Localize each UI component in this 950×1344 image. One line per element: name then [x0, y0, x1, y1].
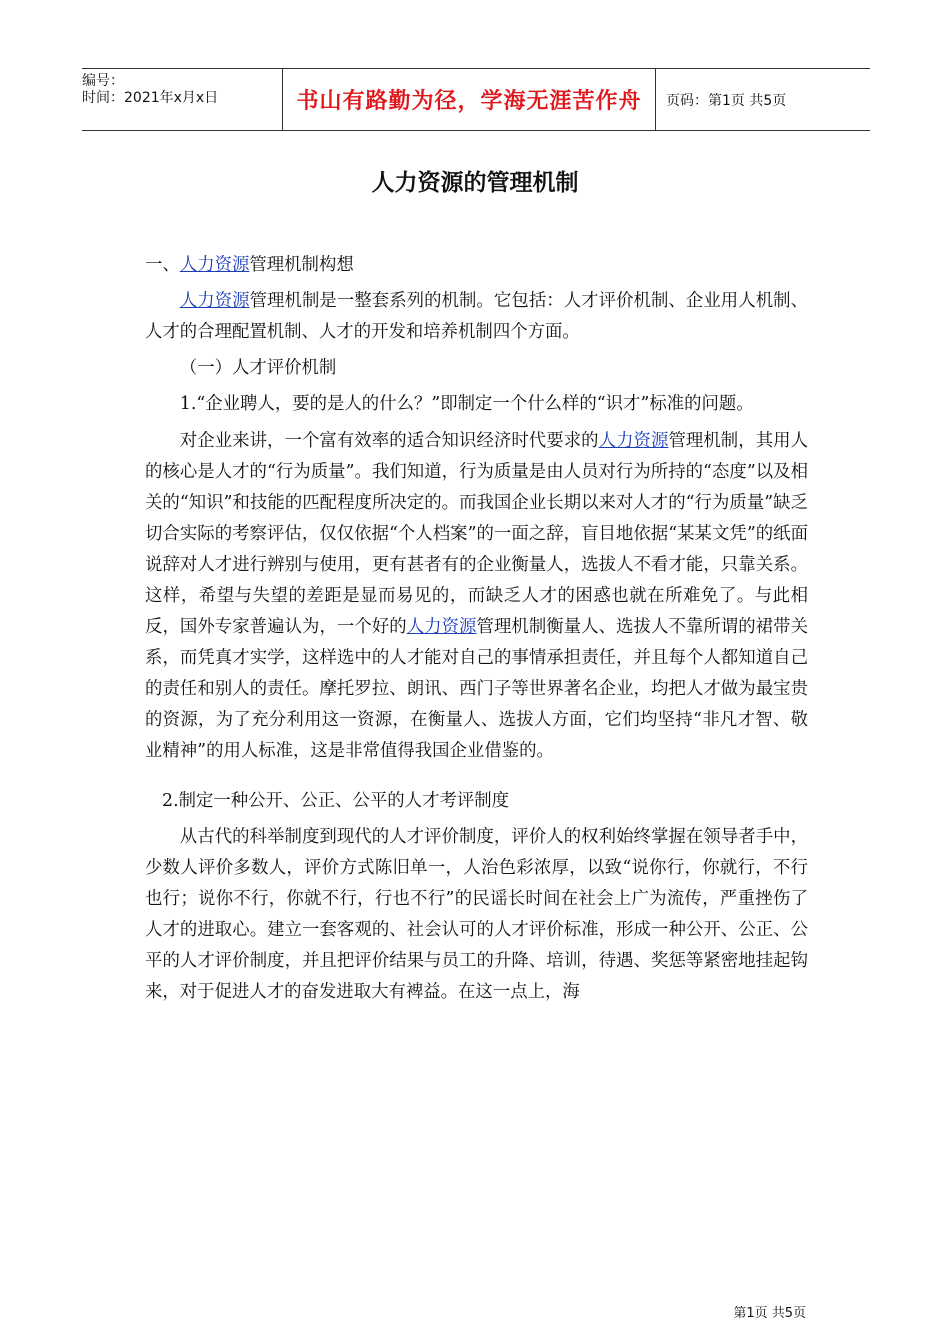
document-title: 人力资源的管理机制: [371, 170, 579, 196]
paragraph-2: [145, 426, 808, 767]
section-heading-text: 管理机制构想: [249, 255, 354, 275]
item-1: 1.“企业聘人，要的是人的什么？”即制定一个什么样的“识才”标准的问题。: [179, 394, 754, 414]
subsection-heading-1: （一）人才评价机制: [179, 358, 337, 378]
time-label: 时间：2021年x月x日: [82, 90, 219, 106]
hr-link[interactable]: 人力资源: [179, 291, 250, 311]
document-body: [145, 250, 808, 1008]
hr-link[interactable]: 人力资源: [598, 431, 669, 451]
paragraph-text: 管理机制衡量人、选拔人不靠所谓的裙带关系，而凭真才实学，这样选中的人才能对自己的事情承担责任，并且每个人都知道自己的责任和别人的责任。摩托罗拉、朗讯、西门子等世界著名企业，均把人才做为最宝贵的资源，为了充分利用这一资源，在衡量人、选拔人方面，它们均坚持“非凡才智、敬业精神”的用人标准，这是非常值得我国企业借鉴的。: [145, 617, 808, 761]
item-2: 2.制定一种公开、公正、公平的人才考评制度: [162, 791, 510, 811]
header-meta: [82, 69, 282, 130]
header-page-code: 页码：第1页 共5页: [666, 92, 787, 109]
hr-link[interactable]: 人力资源: [406, 617, 477, 637]
paragraph-text: 管理机制，其用人的核心是人才的“行为质量”。我们知道，行为质量是由人员对行为所持的“态度”以及相关的“知识”和技能的匹配程度所决定的。而我国企业长期以来对人才的“行为质量”缺乏切合实际的考察评估，仅仅依据“个人档案”的一面之辞，盲目地依据“某某文凭”的纸面说辞对人才进行辨别与使用，更有甚者有的企业衡量人，选拔人不看才能，只靠关系。这样，希望与失望的差距是显而易见的，而缺乏人才的困惑也就在所难免了。与此相反，国外专家普遍认为，一个好的: [145, 431, 808, 637]
paragraph-text: 管理机制是一整套系列的机制。它包括：人才评价机制、企业用人机制、人才的合理配置机制、人才的开发和培养机制四个方面。: [145, 291, 808, 342]
document-header: [82, 68, 870, 131]
page-footer: 第1页 共5页: [733, 1306, 806, 1321]
section-heading-1: [145, 250, 808, 281]
hr-link[interactable]: 人力资源: [179, 255, 250, 275]
paragraph-text: 对企业来讲，一个富有效率的适合知识经济时代要求的: [179, 431, 599, 451]
paragraph-1: [145, 286, 808, 348]
section-number: 一、: [145, 255, 180, 275]
header-motto: 书山有路勤为径，学海无涯苦作舟: [282, 69, 656, 130]
paragraph-3: 从古代的科举制度到现代的人才评价制度，评价人的权利始终掌握在领导者手中，少数人评价多数人，评价方式陈旧单一，人治色彩浓厚，以致“说你行，你就行，不行也行；说你不行，你就不行，行也不行”的民谣长时间在社会上广为流传，严重挫伤了人才的进取心。建立一套客观的、社会认可的人才评价标准，形成一种公开、公正、公平的人才评价制度，并且把评价结果与员工的升降、培训，待遇、奖惩等紧密地挂起钩来，对于促进人才的奋发进取大有裨益。在这一点上，海: [145, 827, 808, 1002]
number-label: 编号：: [82, 73, 124, 89]
